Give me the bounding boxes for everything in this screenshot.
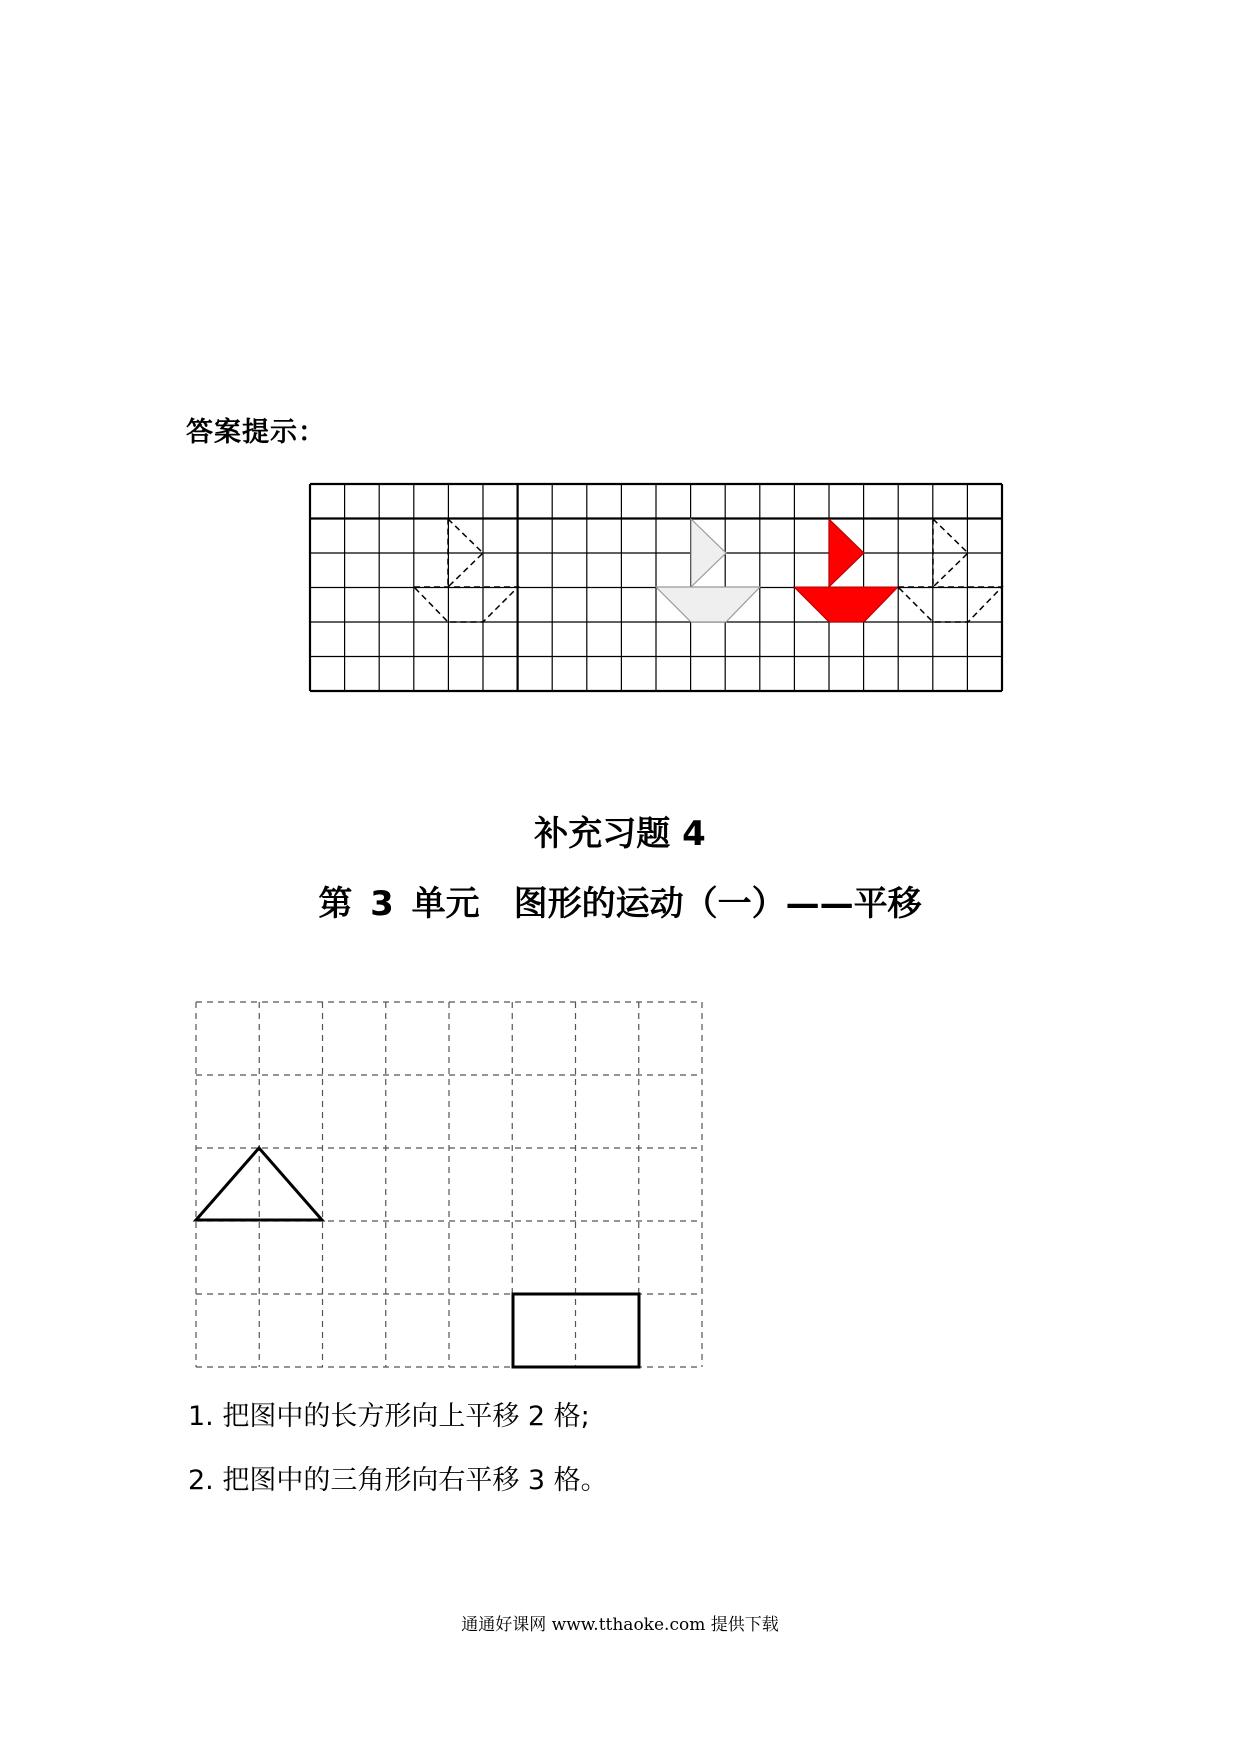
boat-outline-left [414, 519, 518, 622]
question-1: 1. 把图中的长方形向上平移 2 格; [188, 1401, 590, 1432]
boat-gray [656, 519, 760, 622]
boat-gray-hull [656, 587, 760, 622]
question-2: 2. 把图中的三角形向右平移 3 格。 [188, 1465, 608, 1496]
boat-outline-right-hull [898, 587, 1002, 622]
boat-outline-left-hull [414, 587, 518, 622]
exercise-grid [196, 1002, 702, 1367]
boat-outline-right [898, 519, 1002, 622]
boat-red-sail [829, 519, 864, 587]
answer-hint-label: 答案提示： [186, 417, 326, 448]
boat-red-hull [794, 587, 898, 622]
footer-credit: 通通好课网 www.tthaoke.com 提供下载 [461, 1615, 779, 1635]
boat-red [794, 519, 898, 622]
exercise-subtitle: 第 3 单元 图形的运动（一）——平移 [318, 884, 922, 924]
boat-gray-sail [691, 519, 726, 587]
exercise-title: 补充习题 4 [534, 814, 706, 854]
